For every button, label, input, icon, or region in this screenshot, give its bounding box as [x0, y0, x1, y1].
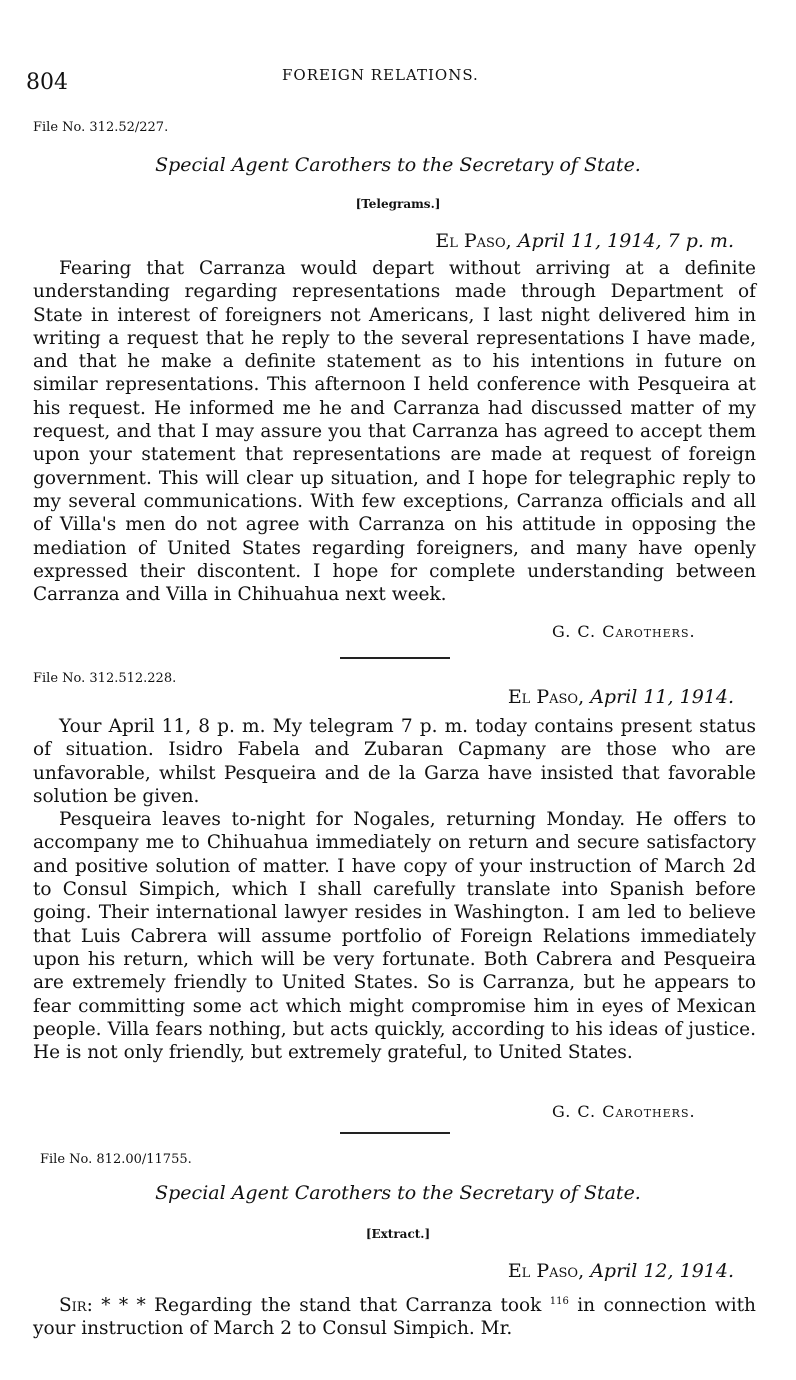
- paragraph: Fearing that Carranza would depart without arriving at a definite understanding regarding representations made through Department of State in interest of foreigners not Americans, I last night delivered him in writing a request that he reply to the several representations I have made, and that he make a definite statement as to his intentions in future on similar representations. This afternoon I held conference with Pesqueira at his request. He informed me he and Carranza had discussed matter of my request, and that I may assure you that Carranza has agreed to accept them upon your statement that representations are made at request of foreign government. This will clear up situation, and I hope for telegraphic reply to my several communications. With few exceptions, Carranza officials and all of Villa's men do not agree with Carranza on his attitude in opposing the mediation of United States regarding foreigners, and many have openly expressed their discontent. I hope for complete understanding between Carranza and Villa in Chihuahua next week.: [33, 258, 756, 606]
- document-title: Special Agent Carothers to the Secretary of State.: [155, 154, 641, 176]
- signature: G. C. Carothers.: [552, 1102, 696, 1121]
- salutation: Sir:: [59, 1295, 93, 1316]
- telegram-body: [33, 715, 756, 1064]
- letter-body: [33, 1294, 756, 1354]
- dateline-place: El Paso,: [435, 230, 512, 252]
- file-number: File No. 812.00/11755.: [40, 1152, 192, 1167]
- dateline-date: April 11, 1914, 7 p. m.: [517, 230, 734, 252]
- page-number: 804: [26, 70, 68, 95]
- document-title: Special Agent Carothers to the Secretary of State.: [155, 1182, 641, 1204]
- file-number: File No. 312.512.228.: [33, 671, 177, 686]
- telegram-body: [33, 257, 756, 627]
- body-text-rest: in connection with your instruction of March 2 to Consul Simpich. Mr.: [33, 1295, 756, 1340]
- dateline-place: El Paso,: [507, 1260, 585, 1282]
- footnote-ref: 116: [549, 1295, 569, 1307]
- section-divider: [340, 1132, 450, 1134]
- signature: G. C. Carothers.: [552, 622, 696, 641]
- file-number: File No. 312.52/227.: [33, 120, 169, 135]
- section-divider: [340, 657, 450, 659]
- dateline-place: El Paso,: [507, 686, 585, 708]
- document-type-note: [Extract.]: [365, 1227, 431, 1241]
- paragraph: [33, 1294, 756, 1341]
- dateline: [508, 1260, 734, 1282]
- paragraph: Pesqueira leaves to-night for Nogales, returning Monday. He offers to accompany me to Chihuahua immediately on return and secure satisfactory and positive solution of matter. I have copy of your instruction of March 2d to Consul Simpich, which I shall carefully translate into Spanish before going. Their international lawyer resides in Washington. I am led to believe that Luis Cabrera will assume portfolio of Foreign Relations immediately upon his return, which will be very fortunate. Both Cabrera and Pesqueira are extremely friendly to United States. So is Carranza, but he appears to fear committing some act which might compromise him in eyes of Mexican people. Villa fears nothing, but acts quickly, according to his ideas of justice. He is not only friendly, but extremely grateful, to United States.: [33, 809, 756, 1064]
- paragraph: Your April 11, 8 p. m. My telegram 7 p. m. today contains present status of situation. Isidro Fabela and Zubaran Capmany are those who are unfavorable, whilst Pesqueira and de la Garza have insisted that favorable solution be given.: [33, 716, 756, 807]
- dateline-date: April 12, 1914.: [590, 1260, 734, 1282]
- running-head: FOREIGN RELATIONS.: [282, 66, 479, 84]
- body-text-start: * * * Regarding the stand that Carranza took: [101, 1295, 542, 1316]
- dateline: [508, 686, 734, 708]
- document-type-note: [Telegrams.]: [355, 197, 441, 211]
- dateline: [435, 230, 734, 252]
- dateline-date: April 11, 1914.: [590, 686, 734, 708]
